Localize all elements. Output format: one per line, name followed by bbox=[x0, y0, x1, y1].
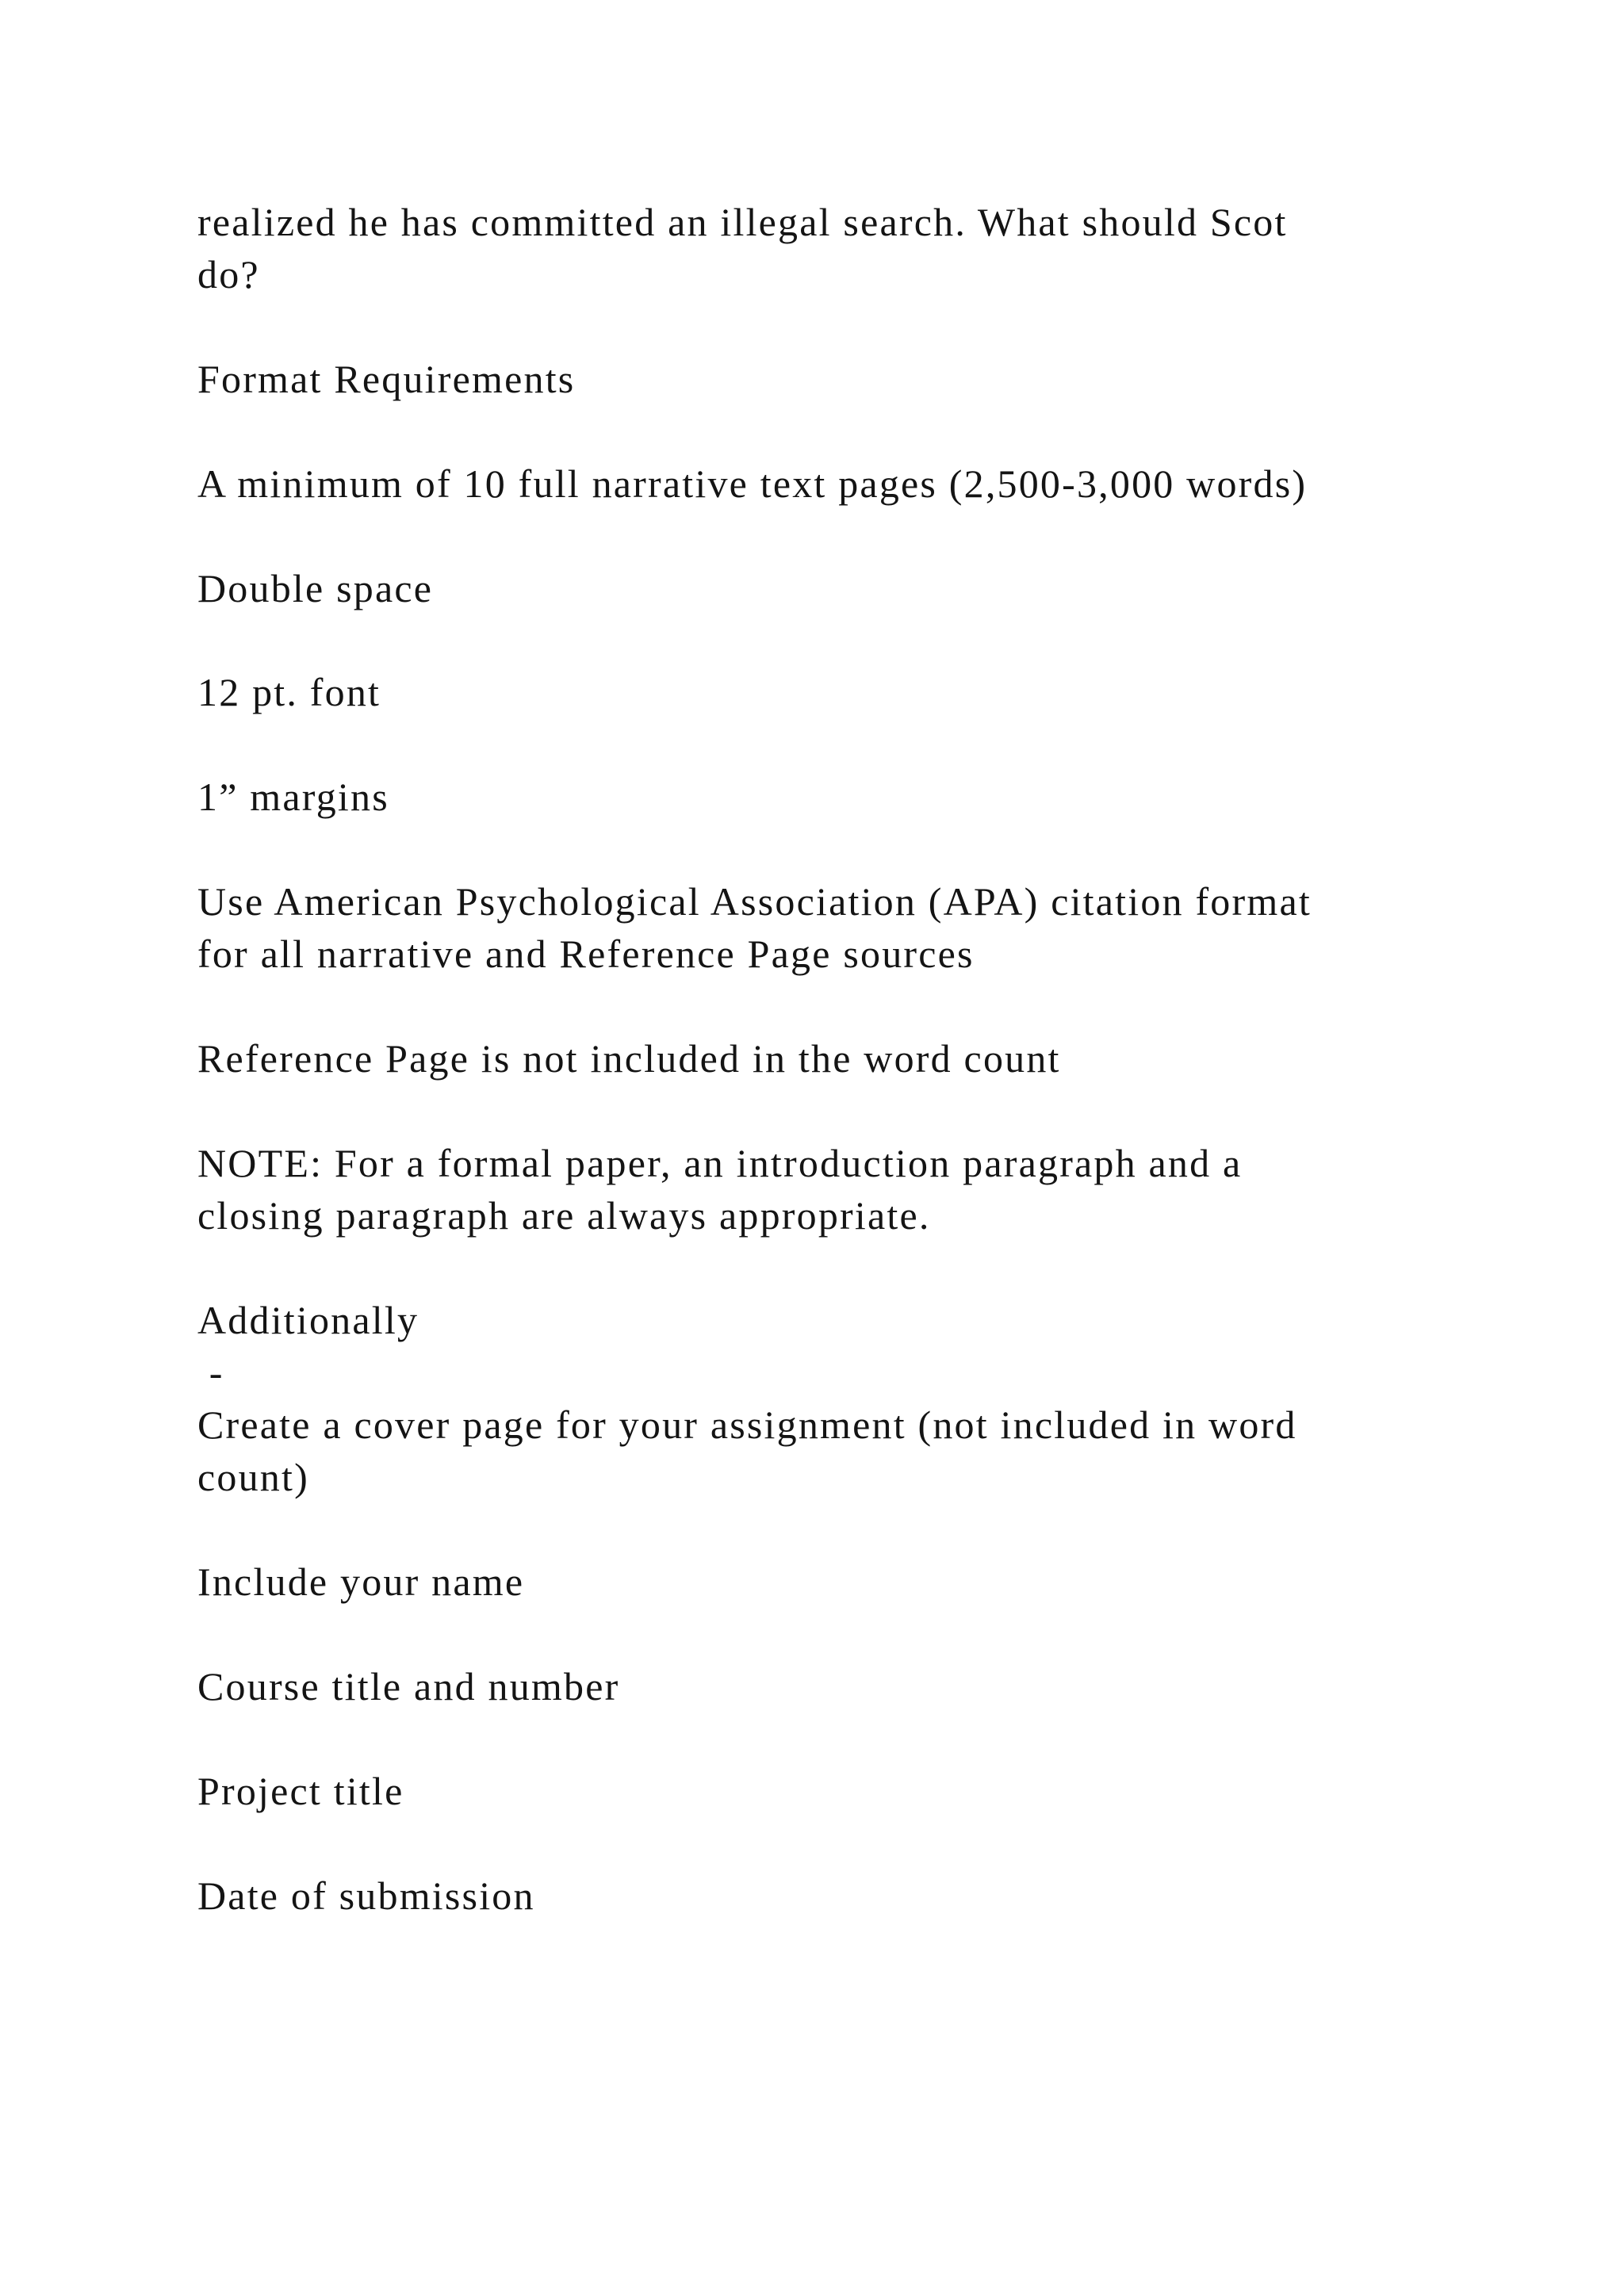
text-line: closing paragraph are always appropriate. bbox=[197, 1193, 931, 1238]
text-line: Use American Psychological Association (APA) citation format bbox=[197, 879, 1312, 924]
text-line: Course title and number bbox=[197, 1664, 620, 1709]
text-line: for all narrative and Reference Page sources bbox=[197, 932, 975, 976]
text-line: Include your name bbox=[197, 1559, 525, 1604]
section-heading: Format Requirements bbox=[197, 357, 576, 401]
dash-line: - bbox=[197, 1350, 224, 1395]
text-line: Reference Page is not included in the word count bbox=[197, 1036, 1061, 1081]
text-line: A minimum of 10 full narrative text pages (2,500-3,000 words) bbox=[197, 461, 1308, 506]
text-line: Create a cover page for your assignment (not included in word bbox=[197, 1402, 1297, 1447]
text-line: Project title bbox=[197, 1769, 404, 1813]
text-line: 1” margins bbox=[197, 775, 389, 819]
text-line: Additionally bbox=[197, 1298, 419, 1342]
text-line: realized he has committed an illegal search. What should Scot bbox=[197, 200, 1288, 244]
text-line: Date of submission bbox=[197, 1873, 535, 1918]
text-line: count) bbox=[197, 1455, 309, 1499]
text-line: NOTE: For a formal paper, an introduction paragraph and a bbox=[197, 1141, 1243, 1185]
text-line: Double space bbox=[197, 566, 434, 610]
text-line: do? bbox=[197, 252, 260, 297]
text-line: 12 pt. font bbox=[197, 670, 381, 714]
